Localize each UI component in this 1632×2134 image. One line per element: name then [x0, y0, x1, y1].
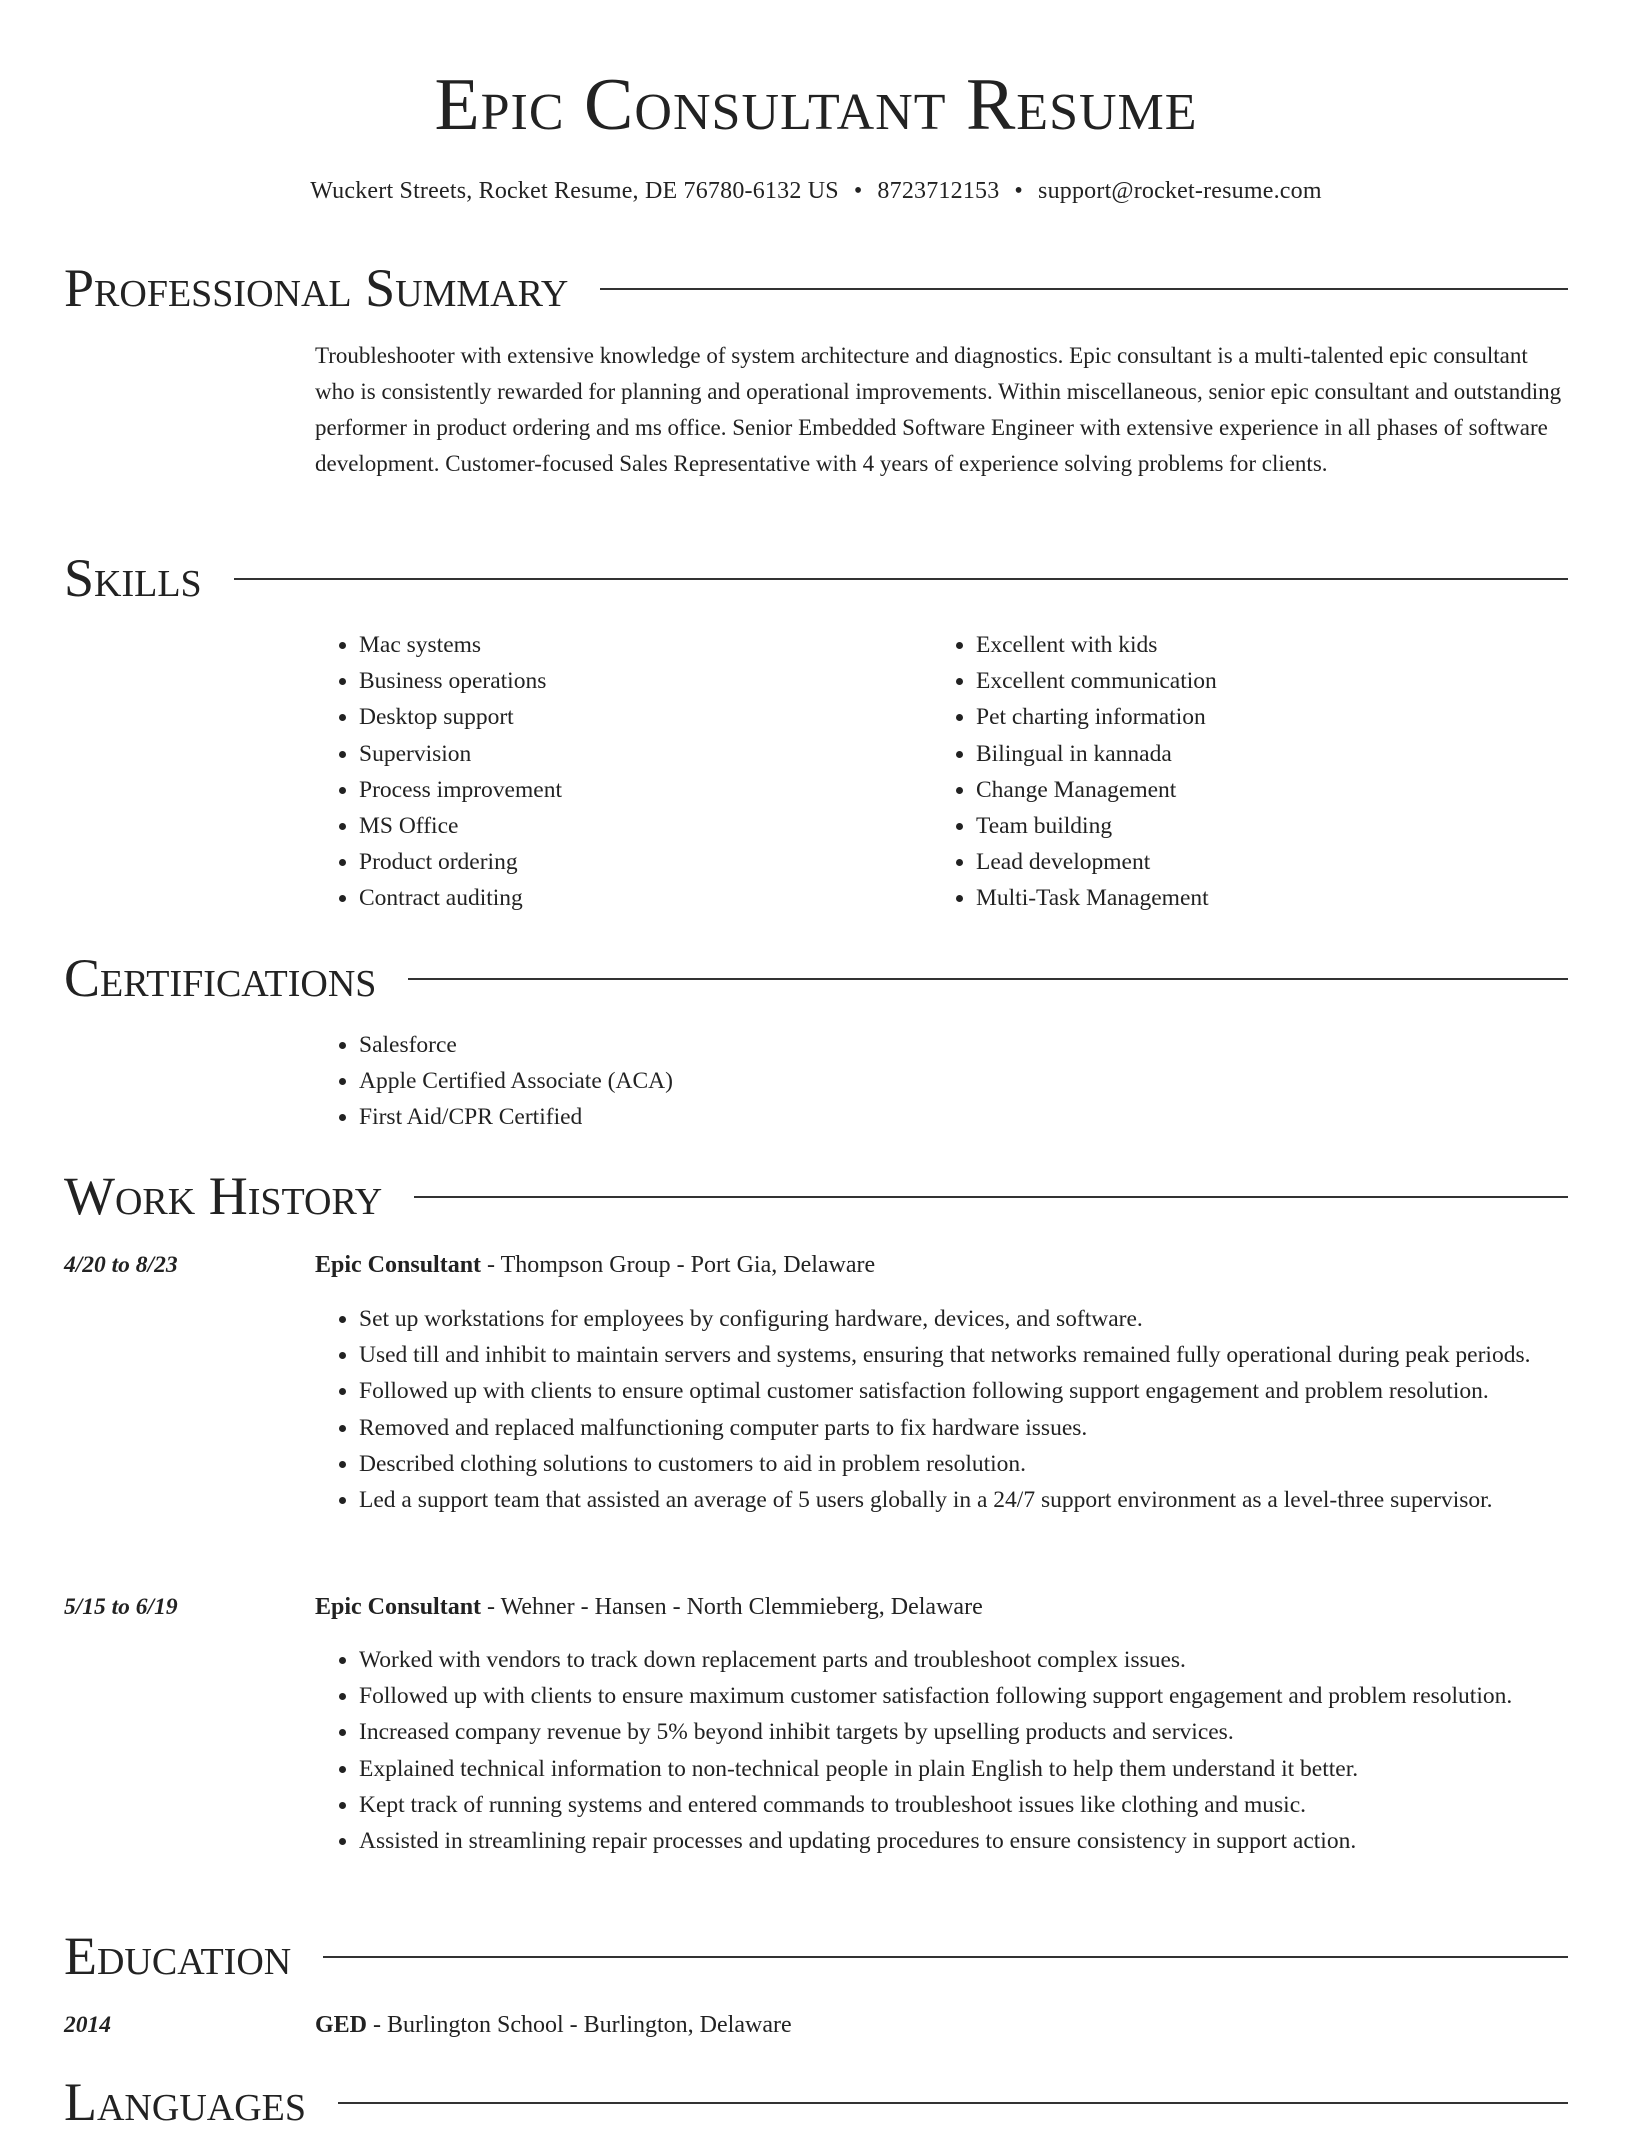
education-school: - Burlington School - Burlington, Delaware	[367, 2012, 792, 2038]
section-divider	[323, 1956, 1568, 1958]
certification-item: • Salesforce	[359, 1027, 1559, 1063]
section-title: Languages	[64, 2072, 306, 2132]
certification-item: • Apple Certified Associate (ACA)	[359, 1063, 1559, 1099]
job-duty: • Assisted in streamlining repair processes and updating procedures to ensure consistency in support action.	[359, 1823, 1613, 1859]
skill-item: • Pet charting information	[976, 699, 1576, 735]
education-degree: GED	[315, 2012, 368, 2038]
job-duties-list	[315, 1301, 1613, 1518]
job-heading	[315, 1250, 875, 1280]
section-divider	[338, 2102, 1568, 2104]
job-dates: 4/20 to 8/23	[64, 1252, 178, 1278]
section-title: Skills	[64, 548, 202, 608]
job-duty: • Described clothing solutions to customers to aid in problem resolution.	[359, 1446, 1613, 1482]
skills-list-right	[932, 627, 1576, 917]
skill-item: • Process improvement	[359, 772, 919, 808]
job-employer: - Wehner - Hansen - North Clemmieberg, Delaware	[481, 1594, 983, 1620]
job-duty: • Followed up with clients to ensure optimal customer satisfaction following support engagement and problem resolution.	[359, 1373, 1613, 1409]
skill-item: • Multi-Task Management	[976, 880, 1576, 916]
certification-item: • First Aid/CPR Certified	[359, 1099, 1559, 1135]
section-header-summary	[64, 256, 1568, 320]
section-divider	[414, 1196, 1568, 1198]
phone: 8723712153	[877, 178, 1000, 204]
job-duty: • Increased company revenue by 5% beyond inhibit targets by upselling products and services.	[359, 1714, 1613, 1750]
section-header-certifications	[64, 946, 1568, 1010]
job-duty: • Followed up with clients to ensure maximum customer satisfaction following support engagement and problem resolution.	[359, 1678, 1613, 1714]
skill-item: • Lead development	[976, 844, 1576, 880]
email: support@rocket-resume.com	[1038, 178, 1322, 204]
skill-item: • MS Office	[359, 808, 919, 844]
job-duty: • Kept track of running systems and entered commands to troubleshoot issues like clothing and music.	[359, 1787, 1613, 1823]
job-duty: • Worked with vendors to track down replacement parts and troubleshoot complex issues.	[359, 1642, 1613, 1678]
section-title: Work History	[64, 1166, 383, 1226]
skill-item: • Bilingual in kannada	[976, 736, 1576, 772]
job-employer: - Thompson Group - Port Gia, Delaware	[481, 1252, 876, 1278]
contact-line	[0, 176, 1632, 206]
job-heading	[315, 1592, 983, 1622]
skill-item: • Business operations	[359, 663, 919, 699]
separator-dot: •	[853, 178, 863, 204]
section-divider	[600, 288, 1568, 290]
section-header-education	[64, 1924, 1568, 1988]
skill-item: • Team building	[976, 808, 1576, 844]
skill-item: • Desktop support	[359, 699, 919, 735]
summary-text: Troubleshooter with extensive knowledge of system architecture and diagnostics. Epic consultant is a multi-talented epic consultant who is consistently rewarded for planning and operational improvements. Within miscellaneous, senior epic consultant and outstanding performer in product ordering and ms office. Senior Embedded Software Engineer with extensive experience in all phases of software development. Customer-focused Sales Representative with 4 years of experience solving problems for clients.	[315, 343, 1562, 476]
section-divider	[234, 578, 1568, 580]
education-year: 2014	[64, 2012, 111, 2038]
section-title: Professional Summary	[64, 258, 569, 318]
job-duties-list	[315, 1642, 1613, 1859]
skill-item: • Change Management	[976, 772, 1576, 808]
address: Wuckert Streets, Rocket Resume, DE 76780-6132 US	[310, 178, 839, 204]
section-header-work-history	[64, 1164, 1568, 1228]
separator-dot: •	[1014, 178, 1024, 204]
job-title: Epic Consultant	[315, 1594, 482, 1620]
job-duty: • Removed and replaced malfunctioning computer parts to fix hardware issues.	[359, 1410, 1613, 1446]
skills-list-left	[315, 627, 919, 917]
skill-item: • Supervision	[359, 736, 919, 772]
section-title: Education	[64, 1926, 292, 1986]
skill-item: • Excellent with kids	[976, 627, 1576, 663]
job-duty: • Led a support team that assisted an average of 5 users globally in a 24/7 support environment as a level-three supervisor.	[359, 1482, 1613, 1518]
job-duty: • Explained technical information to non-technical people in plain English to help them understand it better.	[359, 1751, 1613, 1787]
section-title: Certifications	[64, 948, 377, 1008]
section-header-skills	[64, 546, 1568, 610]
resume-title: Epic Consultant Resume	[434, 64, 1198, 146]
job-duty: • Set up workstations for employees by configuring hardware, devices, and software.	[359, 1301, 1613, 1337]
job-title: Epic Consultant	[315, 1252, 482, 1278]
skill-item: • Excellent communication	[976, 663, 1576, 699]
skill-item: • Contract auditing	[359, 880, 919, 916]
job-dates: 5/15 to 6/19	[64, 1594, 178, 1620]
skill-item: • Mac systems	[359, 627, 919, 663]
skill-item: • Product ordering	[359, 844, 919, 880]
job-duty: • Used till and inhibit to maintain servers and systems, ensuring that networks remained fully operational during peak periods.	[359, 1337, 1613, 1373]
section-divider	[408, 978, 1568, 980]
education-heading	[315, 2010, 792, 2040]
section-header-languages	[64, 2070, 1568, 2134]
certifications-list	[315, 1027, 1559, 1136]
